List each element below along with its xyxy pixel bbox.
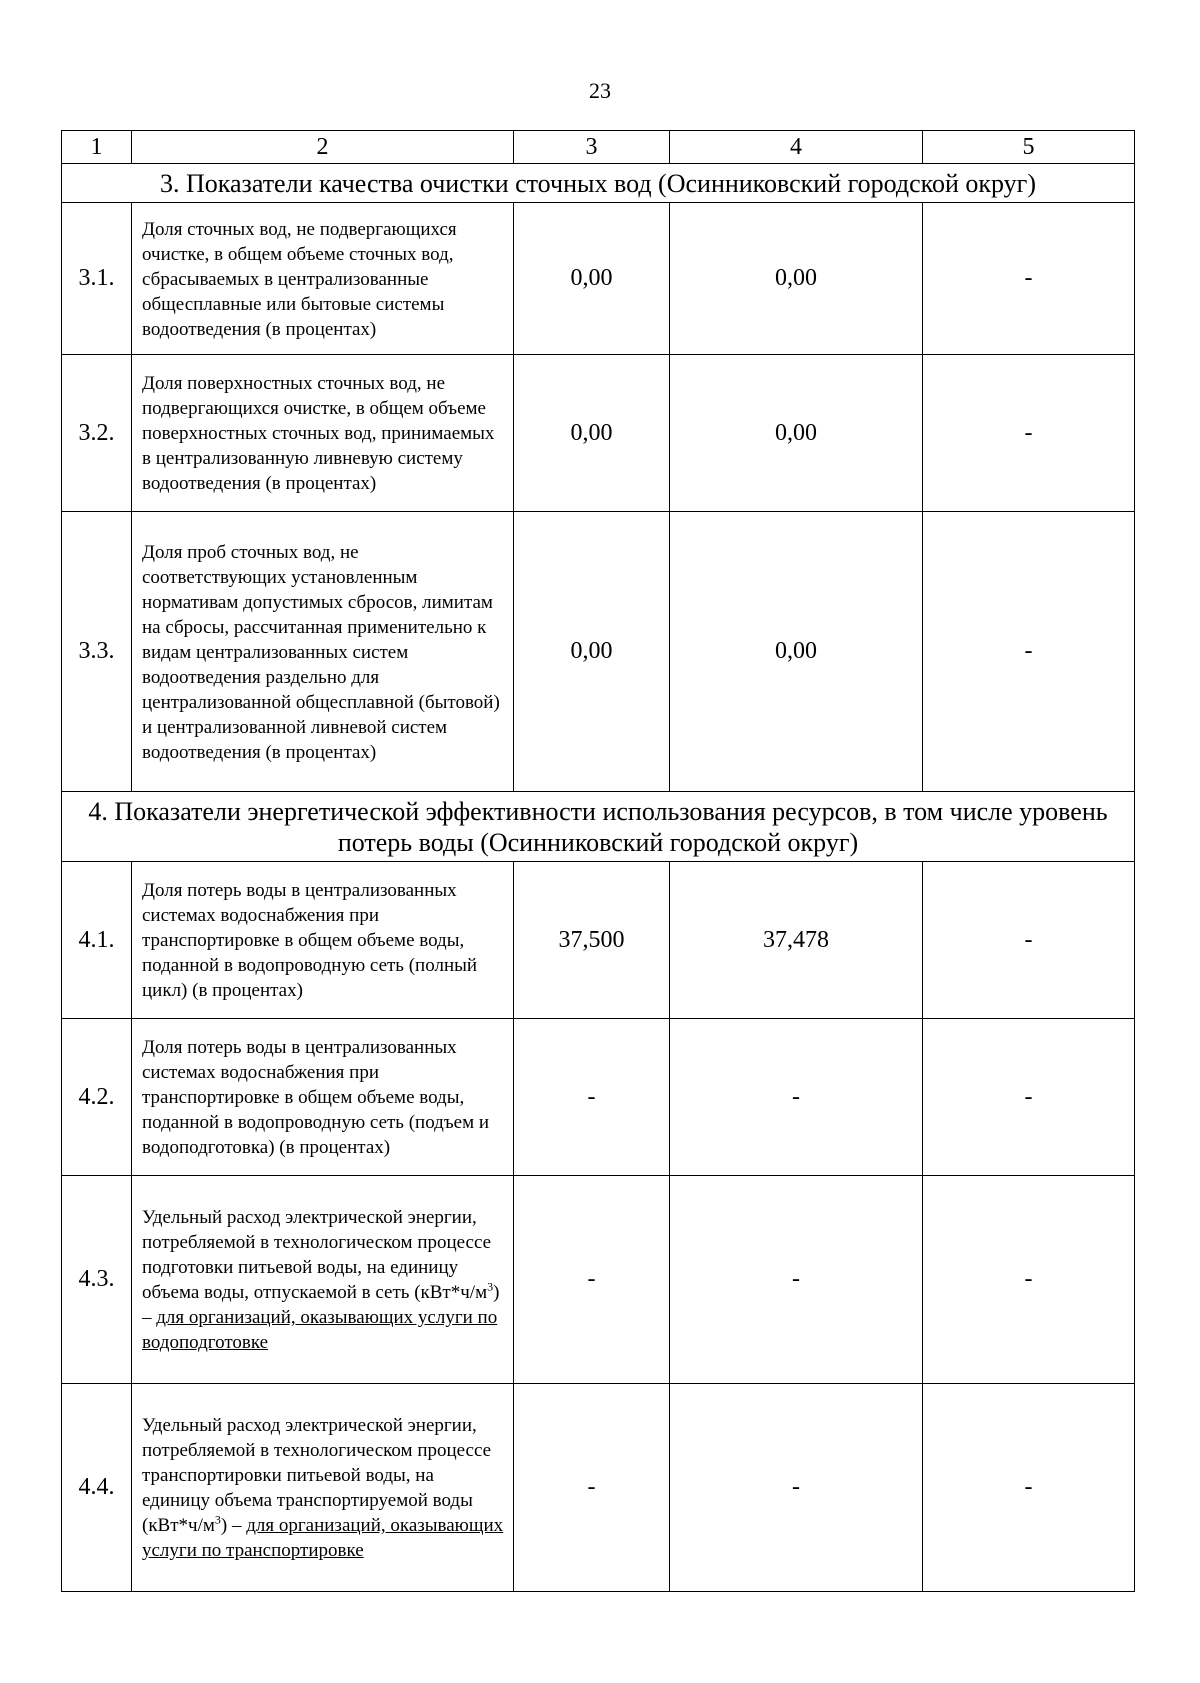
row-description-close: ) – <box>220 1515 247 1536</box>
section-3-title: 3. Показатели качества очистки сточных вод (Осинниковский городской округ) <box>62 164 1135 203</box>
row-description-text: Удельный расход электрической энергии, потребляемой в технологическом процессе подготовки питьевой воды, на единицу объема воды, отпускаемой в сеть (кВт*ч/м <box>142 1207 492 1303</box>
superscript: 3 <box>487 1279 494 1294</box>
row-value-col3: 0,00 <box>514 203 670 355</box>
row-description: Доля поверхностных сточных вод, не подвергающихся очистке, в общем объеме поверхностных сточных вод, принимаемых в централизованную ливневую систему водоотведения (в процентах) <box>132 355 514 512</box>
table-row <box>62 203 1135 355</box>
header-col-5: 5 <box>923 131 1135 164</box>
row-description-close: ) – <box>142 1282 500 1328</box>
row-value-col5: - <box>923 355 1135 512</box>
table-row <box>62 862 1135 1019</box>
row-number: 4.4. <box>62 1384 132 1592</box>
section-4-title: 4. Показатели энергетической эффективности использования ресурсов, в том числе уровень потерь воды (Осинниковский городской округ) <box>62 792 1135 862</box>
row-number: 4.2. <box>62 1019 132 1176</box>
row-value-col3: - <box>514 1176 670 1384</box>
header-col-3: 3 <box>514 131 670 164</box>
row-value-col4: 0,00 <box>670 203 923 355</box>
table-row <box>62 355 1135 512</box>
row-description: Доля потерь воды в централизованных системах водоснабжения при транспортировке в общем объеме воды, поданной в водопроводную сеть (полный цикл) (в процентах) <box>132 862 514 1019</box>
table-header-row <box>62 131 1135 164</box>
row-description-text: Удельный расход электрической энергии, потребляемой в технологическом процессе транспортировки питьевой воды, на единицу объема транспортируемой воды (кВт*ч/м <box>142 1415 492 1536</box>
row-value-col3: 0,00 <box>514 512 670 792</box>
table-row <box>62 1384 1135 1592</box>
row-value-col4: - <box>670 1384 923 1592</box>
table-row <box>62 512 1135 792</box>
underlined-note: для организаций, оказывающих услуги по транспортировке <box>142 1515 504 1561</box>
row-value-col5: - <box>923 1019 1135 1176</box>
header-col-2: 2 <box>132 131 514 164</box>
row-number: 3.1. <box>62 203 132 355</box>
row-number: 4.3. <box>62 1176 132 1384</box>
row-value-col3: 0,00 <box>514 355 670 512</box>
row-value-col5: - <box>923 512 1135 792</box>
row-value-col4: 0,00 <box>670 355 923 512</box>
indicators-table <box>61 130 1135 1592</box>
row-value-col4: 37,478 <box>670 862 923 1019</box>
row-value-col3: - <box>514 1384 670 1592</box>
row-description: Доля сточных вод, не подвергающихся очистке, в общем объеме сточных вод, сбрасываемых в централизованные общесплавные или бытовые системы водоотведения (в процентах) <box>132 203 514 355</box>
row-value-col5: - <box>923 862 1135 1019</box>
row-number: 4.1. <box>62 862 132 1019</box>
row-value-col4: - <box>670 1176 923 1384</box>
row-value-col5: - <box>923 203 1135 355</box>
row-value-col5: - <box>923 1384 1135 1592</box>
row-value-col3: 37,500 <box>514 862 670 1019</box>
underlined-note: для организаций, оказывающих услуги по водоподготовке <box>142 1307 498 1353</box>
page-number: 23 <box>589 78 611 103</box>
table-row <box>62 1176 1135 1384</box>
section-4-row <box>62 792 1135 862</box>
header-col-4: 4 <box>670 131 923 164</box>
superscript: 3 <box>214 1512 221 1527</box>
row-number: 3.3. <box>62 512 132 792</box>
row-number: 3.2. <box>62 355 132 512</box>
row-description: Доля проб сточных вод, не соответствующих установленным нормативам допустимых сбросов, лимитам на сбросы, рассчитанная применительно к видам централизованных систем водоотведения раздельно для централизованной общесплавной (бытовой) и централизованной ливневой систем водоотведения (в процентах) <box>132 512 514 792</box>
row-description <box>132 1384 514 1592</box>
row-value-col5: - <box>923 1176 1135 1384</box>
row-value-col3: - <box>514 1019 670 1176</box>
table-row <box>62 1019 1135 1176</box>
row-value-col4: - <box>670 1019 923 1176</box>
row-value-col4: 0,00 <box>670 512 923 792</box>
row-description <box>132 1176 514 1384</box>
section-3-row <box>62 164 1135 203</box>
header-col-1: 1 <box>62 131 132 164</box>
row-description: Доля потерь воды в централизованных системах водоснабжения при транспортировке в общем объеме воды, поданной в водопроводную сеть (подъем и водоподготовка) (в процентах) <box>132 1019 514 1176</box>
